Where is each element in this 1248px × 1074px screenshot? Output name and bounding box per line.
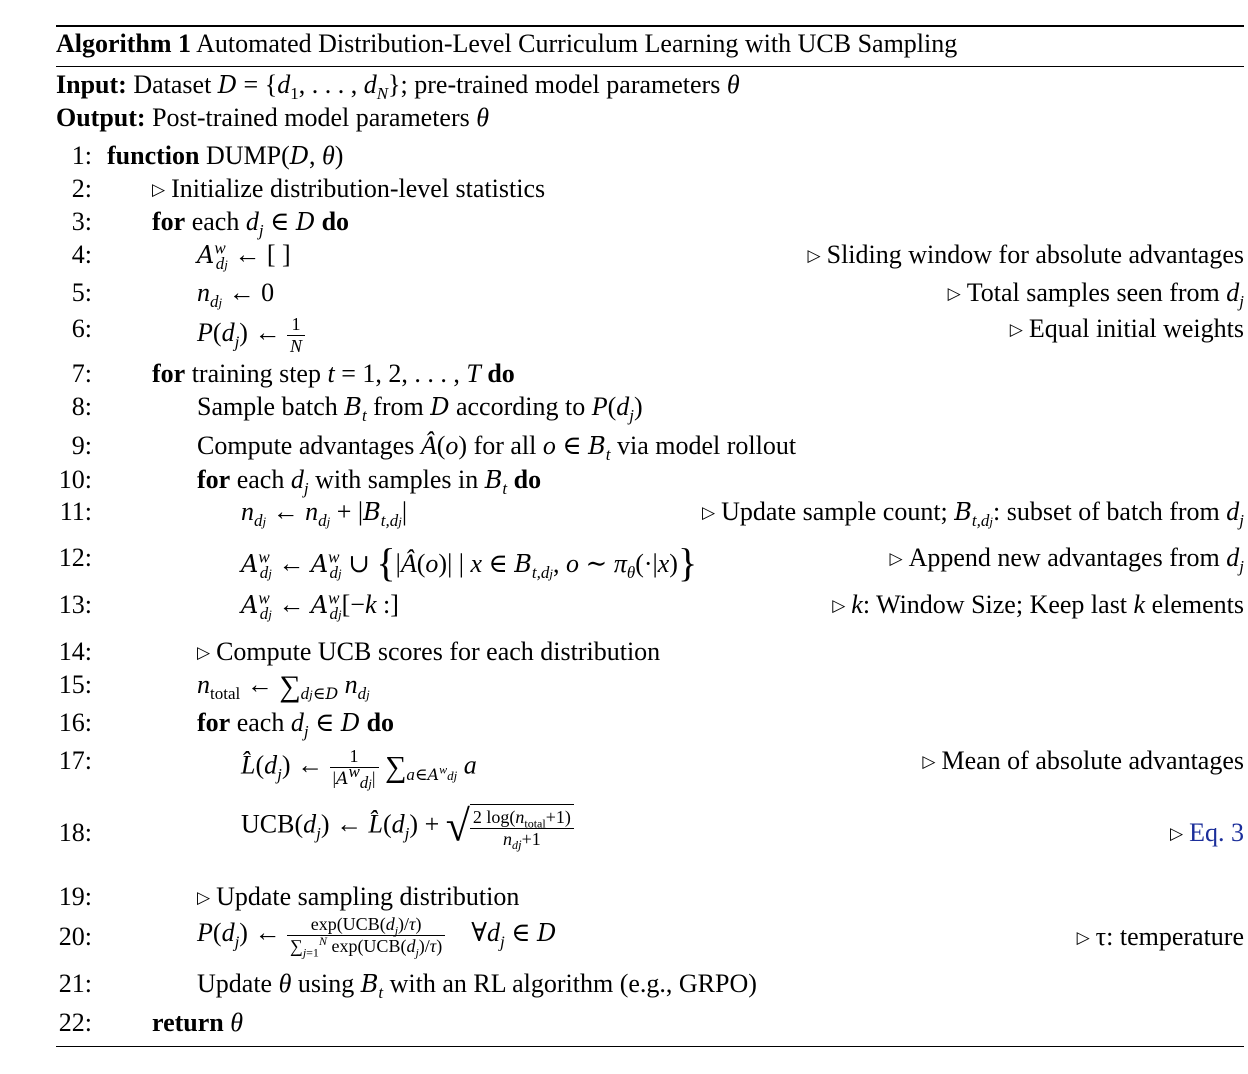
line-code: ▷ Update sampling distribution (197, 882, 520, 911)
comment-triangle-icon: ▷ (922, 752, 936, 771)
algo-line-13 (0, 590, 1248, 630)
line-number: 3: (71, 207, 92, 236)
line-code: $L̂(d_j)$ ← $\frac{1}{|A^w_{dj}|}$ $\sum_{a\in A^wdj}$ a (241, 746, 477, 793)
comment-triangle-icon: ▷ (947, 284, 961, 303)
comment-triangle-icon: ▷ (152, 180, 166, 199)
line-comment: ▷ k: Window Size; Keep last k elements (832, 590, 1244, 619)
bottom-rule (56, 1046, 1244, 1047)
line-code: $n_{dj}$ ← 0 (197, 278, 275, 312)
line-number: 14: (58, 637, 92, 666)
line-number: 1: (71, 141, 92, 170)
algo-line-20 (0, 914, 1248, 962)
comment-triangle-icon: ▷ (807, 246, 821, 265)
line-comment: ▷ Equal initial weights (1009, 314, 1244, 343)
algo-line-4 (0, 240, 1248, 280)
line-number: 18: (58, 818, 92, 847)
line-number: 5: (71, 278, 92, 307)
algo-line-11 (0, 497, 1248, 537)
line-comment: ▷ Sliding window for absolute advantages (807, 240, 1244, 269)
line-code: $n_{total}$ ← $\sum_{dj\in D}$ $n_{dj}$ (197, 670, 370, 704)
algo-line-6 (0, 314, 1248, 354)
input-text: Dataset $D = \{d_1$, . . . , $d_N$}; pre-trained model parameters θ (133, 70, 740, 104)
line-number: 16: (58, 708, 92, 737)
comment-triangle-icon: ▷ (701, 503, 716, 522)
line-code: $n_{dj}$ ← $n_{dj} + |B_{t,dj}|$ (241, 497, 408, 531)
line-comment: ▷ Update sample count; $B_{t,dj}$: subset of batch from $d_j$ (701, 497, 1244, 531)
algo-line-18 (0, 801, 1248, 858)
comment-triangle-icon: ▷ (832, 596, 846, 615)
line-code: for each $d_j$ with samples in $B_t$ do (197, 465, 542, 499)
algo-line-12 (0, 540, 1248, 585)
line-comment: ▷ τ: temperature (1076, 922, 1244, 951)
line-code: Update θ using $B_t$ with an RL algorithm (e.g., GRPO) (197, 969, 757, 1003)
output-line (56, 103, 489, 133)
line-code: return θ (152, 1008, 244, 1037)
line-comment: ▷ Mean of absolute advantages (922, 746, 1244, 775)
algo-line-8 (0, 392, 1248, 432)
line-code: Sample batch $B_t$ from D according to $P(d_j)$ (197, 392, 643, 426)
line-number: 12: (58, 543, 92, 572)
line-comment: ▷ Append new advantages from $d_j$ (889, 543, 1244, 577)
algo-line-22 (0, 1008, 1248, 1048)
line-number: 8: (71, 392, 92, 421)
algo-line-21 (0, 969, 1248, 1009)
line-code: ▷ Initialize distribution-level statistics (152, 174, 546, 203)
output-label: Output: (56, 103, 146, 132)
line-code: $UCB(d_j)$ ← $L̂(d_j)$ + √ $\frac{2 \log(n_{total}+1)}{n_{dj}+1}$ (241, 804, 574, 849)
line-code: function DUMP(D, θ) (107, 141, 344, 170)
line-number: 22: (58, 1008, 92, 1037)
line-code: $A^w_{dj}$ ← [ ] (197, 238, 291, 274)
line-number: 7: (71, 359, 92, 388)
line-code: for each $d_j$ ∈ D do (152, 207, 350, 241)
line-number: 19: (58, 882, 92, 911)
line-number: 21: (58, 969, 92, 998)
line-number: 4: (71, 240, 92, 269)
line-code: for each $d_j$ ∈ D do (197, 708, 395, 742)
line-number: 11: (59, 497, 92, 526)
algo-line-16 (0, 708, 1248, 748)
line-code: $A^w_{dj}$ ← $A^w_{dj}$ ∪ {|Â(o)| | x ∈ $B_{t,dj}$, o ∼ $\pi_\theta(\cdot|x)$} (241, 540, 698, 585)
top-rule (56, 25, 1244, 27)
line-number: 2: (71, 174, 92, 203)
line-number: 9: (71, 431, 92, 460)
comment-triangle-icon: ▷ (1170, 824, 1184, 843)
line-code: $P(d_j)$ ← $\frac{\exp(UCB(d_j)/\tau)}{\sum_{j=1}^N \exp(UCB(d_j)/\tau)}$ $\forall d_j$ ∈ D (197, 914, 557, 960)
line-code: $P(d_j)$ ← $\frac{1}{N}$ (197, 314, 305, 356)
comment-triangle-icon: ▷ (1076, 928, 1090, 947)
input-line (56, 70, 740, 104)
input-label: Input: (56, 70, 127, 99)
algo-line-19 (0, 882, 1248, 922)
line-number: 15: (58, 670, 92, 699)
equation-reference-link[interactable]: Eq. 3 (1189, 818, 1244, 847)
line-comment: ▷ Total samples seen from $d_j$ (947, 278, 1244, 312)
line-code: for training step t = 1, 2, . . . , T do (152, 359, 515, 388)
algorithm-label: Algorithm 1 (56, 29, 192, 58)
line-number: 6: (71, 314, 92, 343)
algo-line-5 (0, 278, 1248, 318)
line-number: 17: (58, 746, 92, 775)
algorithm-title: Automated Distribution-Level Curriculum Learning with UCB Sampling (196, 29, 958, 58)
line-number: 20: (58, 922, 92, 951)
algo-line-17 (0, 746, 1248, 793)
comment-triangle-icon: ▷ (197, 643, 211, 662)
output-text: Post-trained model parameters θ (152, 103, 490, 132)
line-code: Compute advantages Â(o) for all o ∈ $B_t$ via model rollout (197, 431, 797, 465)
line-number: 10: (58, 465, 92, 494)
algorithm-caption (56, 29, 957, 59)
caption-rule (56, 66, 1244, 67)
comment-triangle-icon: ▷ (197, 888, 211, 907)
line-number: 13: (58, 590, 92, 619)
algo-line-15 (0, 670, 1248, 710)
line-code: ▷ Compute UCB scores for each distribution (197, 637, 661, 666)
line-comment (1170, 818, 1244, 848)
comment-triangle-icon: ▷ (1009, 320, 1023, 339)
comment-triangle-icon: ▷ (889, 549, 903, 568)
line-code: $A^w_{dj}$ ← $A^w_{dj}[-k$ :] (241, 588, 399, 624)
